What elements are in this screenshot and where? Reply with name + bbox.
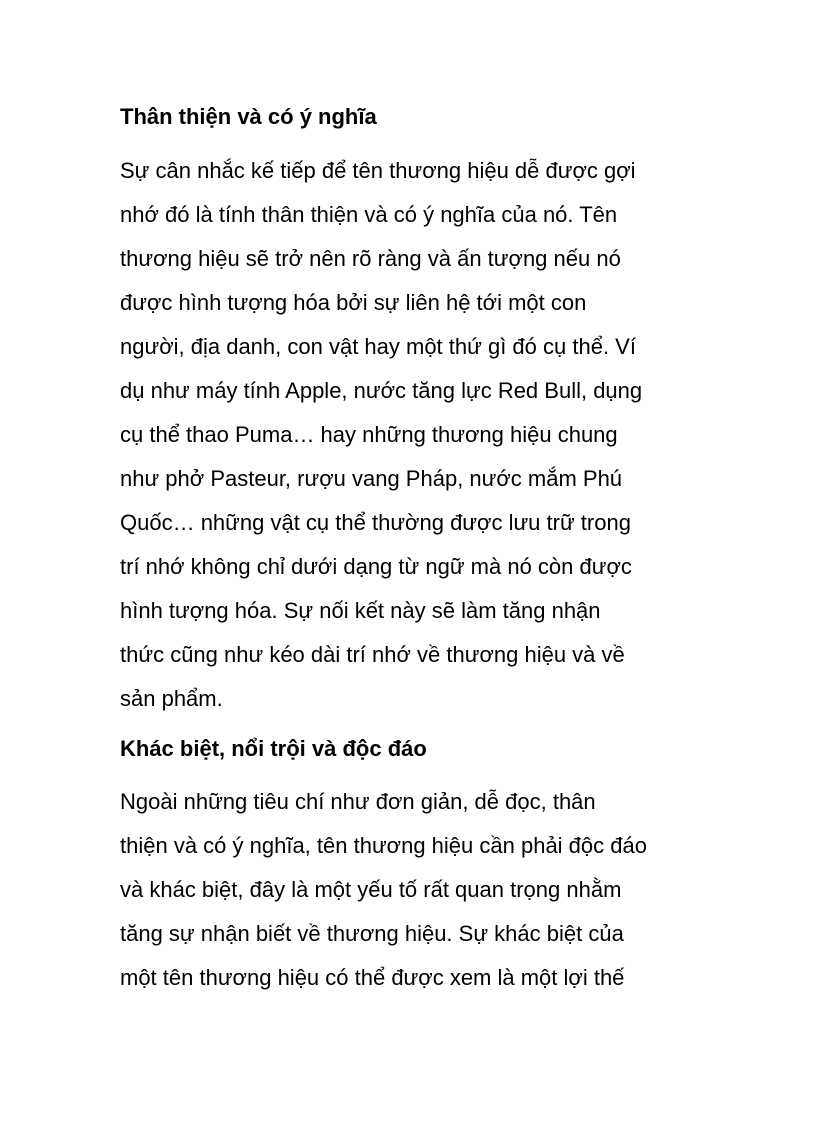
section-heading-friendly-meaningful: Thân thiện và có ý nghĩa [120,104,377,129]
paragraph-friendly-meaningful [120,149,642,721]
text-line: được hình tượng hóa bởi sự liên hệ tới một con [120,290,587,315]
text-line: cụ thể thao Puma… hay những thương hiệu chung [120,422,618,447]
text-line: sản phẩm. [120,686,223,711]
section-heading-distinctive-unique: Khác biệt, nổi trội và độc đáo [120,736,427,761]
text-line: trí nhớ không chỉ dưới dạng từ ngữ mà nó còn được [120,554,632,579]
text-line: người, địa danh, con vật hay một thứ gì đó cụ thể. Ví [120,334,636,359]
text-line: thương hiệu sẽ trở nên rõ ràng và ấn tượng nếu nó [120,246,621,271]
text-line: dụ như máy tính Apple, nước tăng lực Red Bull, dụng [120,378,643,403]
text-line: như phở Pasteur, rượu vang Pháp, nước mắm Phú [120,466,623,491]
text-line: thiện và có ý nghĩa, tên thương hiệu cần phải độc đáo [120,833,647,858]
text-line: hình tượng hóa. Sự nối kết này sẽ làm tăng nhận [120,598,601,623]
text-line: Ngoài những tiêu chí như đơn giản, dễ đọc, thân [120,789,596,814]
text-line: một tên thương hiệu có thể được xem là một lợi thế [120,965,625,990]
text-line: Sự cân nhắc kế tiếp để tên thương hiệu dễ được gợi [120,158,636,183]
text-line: Quốc… những vật cụ thể thường được lưu trữ trong [120,510,631,535]
text-line: thức cũng như kéo dài trí nhớ về thương hiệu và về [120,642,625,667]
text-line: tăng sự nhận biết về thương hiệu. Sự khác biệt của [120,921,624,946]
text-line: nhớ đó là tính thân thiện và có ý nghĩa của nó. Tên [120,202,618,227]
text-line: và khác biệt, đây là một yếu tố rất quan trọng nhằm [120,877,622,902]
paragraph-distinctive-unique [120,780,647,1000]
